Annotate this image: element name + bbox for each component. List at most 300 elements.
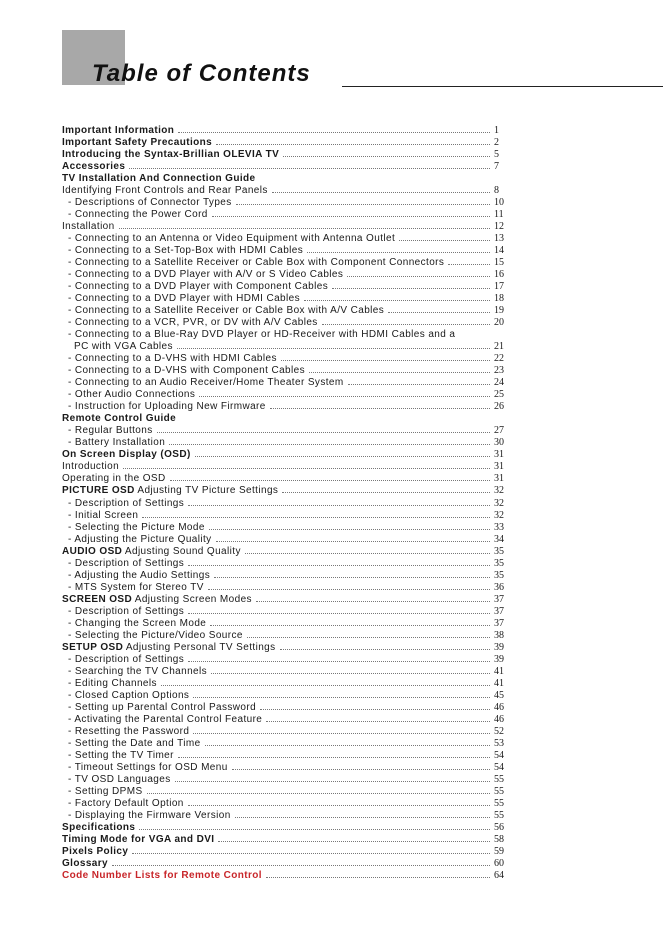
toc-entry-title [62, 498, 184, 509]
toc-entry-title [62, 209, 208, 220]
toc-entry [62, 448, 512, 460]
toc-entry [62, 557, 512, 569]
toc-entry-label: - MTS System for Stereo TV [68, 581, 204, 593]
toc-entry [62, 533, 512, 545]
page-number: 5 [494, 149, 499, 161]
page-number: 64 [494, 869, 504, 881]
page-number: 59 [494, 845, 504, 857]
toc-entry-title [62, 125, 174, 136]
toc-entry-title [62, 822, 135, 833]
toc-entry [62, 472, 512, 484]
toc-entry-label: Identifying Front Controls and Rear Panels [62, 185, 268, 197]
page-number: 7 [494, 161, 499, 173]
toc-entry-title [62, 365, 305, 376]
toc-entry-title [62, 594, 252, 605]
toc-entry-label: - Editing Channels [68, 677, 157, 689]
toc-entry-title [62, 798, 184, 809]
toc-entry-label: Operating in the OSD [62, 473, 166, 485]
toc-entry [62, 689, 512, 701]
page-number: 37 [494, 605, 504, 617]
page-number: 26 [494, 401, 504, 413]
toc-entry-title [62, 437, 165, 448]
toc-entry-label: - Connecting to a Set-Top-Box with HDMI Cables [68, 245, 304, 257]
toc-entry [62, 617, 512, 629]
toc-entry-title [62, 714, 262, 725]
page-number: 45 [494, 689, 504, 701]
page-number: 27 [494, 425, 504, 437]
dot-leader [272, 192, 490, 193]
toc-entry-title [62, 726, 189, 737]
dot-leader [188, 613, 490, 614]
page-number: 22 [494, 353, 504, 365]
toc-entry [62, 665, 512, 677]
dot-leader [132, 853, 490, 854]
dot-leader [169, 444, 490, 445]
toc-entry-label: Installation [62, 221, 115, 233]
page-number: 55 [494, 809, 504, 821]
toc-entry-title [62, 858, 108, 869]
dot-leader [216, 541, 490, 542]
dot-leader [119, 228, 490, 229]
dot-leader [170, 480, 490, 481]
dot-leader [211, 673, 490, 674]
toc-entry-title [62, 353, 277, 364]
toc-entry [62, 593, 512, 605]
toc-entry [62, 316, 512, 328]
page-number: 41 [494, 665, 504, 677]
page-number: 41 [494, 677, 504, 689]
toc-entry-label: Remote Control Guide [62, 413, 177, 425]
toc-entry [62, 713, 512, 725]
page-number: 18 [494, 293, 504, 305]
toc-entry [62, 677, 512, 689]
toc-entry [62, 737, 512, 749]
dot-leader [245, 553, 490, 554]
toc-entry-label: - Other Audio Connections [68, 389, 196, 401]
dot-leader [212, 216, 490, 217]
toc-entry-label: - Connecting to a D-VHS with HDMI Cables [68, 353, 277, 365]
toc-entry-label: - Description of Settings [68, 557, 185, 569]
page-number: 32 [494, 509, 504, 521]
toc-entry-title [62, 149, 279, 160]
toc-entry-label: - Setting the TV Timer [68, 749, 174, 761]
toc-entry [62, 749, 512, 761]
toc-entry-label: - Displaying the Firmware Version [68, 809, 231, 821]
toc-entry [62, 833, 512, 845]
toc-entry-title [62, 642, 276, 653]
toc-entry-label: - Resetting the Password [68, 725, 190, 737]
toc-entry-title [62, 678, 157, 689]
toc-entry-title [62, 305, 384, 316]
page-number: 13 [494, 233, 504, 245]
toc-entry-title [62, 197, 232, 208]
toc-entry [62, 797, 512, 809]
toc-entry-label: - Closed Caption Options [68, 689, 190, 701]
toc-entry-title [62, 377, 344, 388]
dot-leader [209, 529, 490, 530]
dot-leader [280, 649, 490, 650]
toc-entry [62, 785, 512, 797]
toc-entry [62, 340, 512, 352]
toc-entry [62, 869, 512, 881]
dot-leader [161, 685, 490, 686]
toc-entry-label: - Connecting to a DVD Player with Component Cables [68, 281, 329, 293]
toc-entry-title [62, 774, 171, 785]
toc-entry-title [62, 546, 241, 557]
dot-leader [123, 468, 490, 469]
toc-entry [62, 208, 512, 220]
toc-entry-label: TV Installation And Connection Guide [62, 173, 256, 185]
toc-entry-title [62, 137, 212, 148]
toc-entry [62, 821, 512, 833]
dot-leader [205, 745, 490, 746]
toc-entry-title [62, 618, 206, 629]
dot-leader [193, 733, 490, 734]
toc-entry-title [62, 702, 256, 713]
toc-entry-title [62, 654, 184, 665]
dot-leader [232, 769, 490, 770]
toc-entry-title [62, 317, 318, 328]
toc-entry-title [62, 221, 115, 232]
page-number: 37 [494, 617, 504, 629]
toc-entry-label: - Initial Screen [68, 509, 139, 521]
page-number: 55 [494, 785, 504, 797]
dot-leader [307, 252, 490, 253]
toc-entry [62, 268, 512, 280]
dot-leader [283, 156, 490, 157]
page-number: 39 [494, 641, 504, 653]
toc-entry-title [62, 606, 184, 617]
toc-entry-label: - Connecting to a DVD Player with A/V or S Video Cables [68, 269, 344, 281]
toc-entry-title [62, 245, 303, 256]
toc-entry-title [62, 870, 262, 881]
page-number: 1 [494, 125, 499, 137]
toc-entry-label: - Connecting to a Blue-Ray DVD Player or HD-Receiver with HDMI Cables and a [68, 329, 456, 341]
page-number: 33 [494, 521, 504, 533]
toc-entry-label: - Searching the TV Channels [68, 665, 208, 677]
toc-entry-label: - Connecting to a DVD Player with HDMI Cables [68, 293, 300, 305]
page-number: 32 [494, 497, 504, 509]
toc-entry-label: - Connecting to an Audio Receiver/Home Theater System [68, 377, 344, 389]
toc-entry [62, 725, 512, 737]
toc-entry [62, 653, 512, 665]
toc-entry [62, 521, 512, 533]
toc-entry [62, 761, 512, 773]
toc-entry-label: SCREEN OSD [62, 593, 133, 605]
dot-leader [175, 781, 490, 782]
toc-entry-title [62, 389, 195, 400]
toc-entry-title [62, 185, 268, 196]
toc-entry [62, 148, 512, 160]
dot-leader [332, 288, 490, 289]
toc-entry [62, 256, 512, 268]
dot-leader [266, 877, 490, 878]
dot-leader [178, 757, 490, 758]
toc-entry [62, 629, 512, 641]
page-number: 24 [494, 377, 504, 389]
dot-leader [399, 240, 490, 241]
toc-entry-label: - Instruction for Uploading New Firmware [68, 401, 266, 413]
dot-leader [195, 456, 490, 457]
toc-entry-subtitle: Adjusting Screen Modes [132, 593, 252, 605]
toc-entry-title [62, 293, 300, 304]
page-number: 46 [494, 713, 504, 725]
dot-leader [112, 865, 490, 866]
toc-entry [62, 160, 512, 172]
toc-entry-title [62, 750, 174, 761]
page-number: 54 [494, 749, 504, 761]
toc-entry [62, 857, 512, 869]
toc-entry-title [62, 834, 214, 845]
toc-entry-title [62, 510, 138, 521]
toc-entry-subtitle: Adjusting Personal TV Settings [123, 641, 276, 653]
toc-entry [62, 436, 512, 448]
toc-entry [62, 509, 512, 521]
page-number: 53 [494, 737, 504, 749]
toc-entry [62, 304, 512, 316]
toc-entry [62, 232, 512, 244]
toc-entry-title [62, 522, 205, 533]
dot-leader [177, 348, 490, 349]
toc-entry-title [62, 449, 191, 460]
toc-entry-label: - Description of Settings [68, 605, 185, 617]
page-number: 38 [494, 629, 504, 641]
toc-entry-label: - Activating the Parental Control Feature [68, 713, 263, 725]
dot-leader [142, 517, 490, 518]
toc-entry [62, 400, 512, 412]
dot-leader [188, 805, 490, 806]
dot-leader [178, 132, 490, 133]
toc-entry-title [62, 570, 210, 581]
toc-entry [62, 581, 512, 593]
dot-leader [188, 505, 490, 506]
toc-entry [62, 124, 512, 136]
dot-leader [348, 384, 490, 385]
toc-entry [62, 172, 512, 184]
toc-entry-label: Introduction [62, 461, 120, 473]
toc-entry [62, 701, 512, 713]
toc-entry-label: - Selecting the Picture Mode [68, 521, 205, 533]
dot-leader [188, 565, 490, 566]
dot-leader [256, 601, 490, 602]
page-number: 10 [494, 197, 504, 209]
toc-entry-title [62, 257, 444, 268]
toc-entry-label: - Connecting the Power Cord [68, 209, 208, 221]
dot-leader [208, 589, 490, 590]
dot-leader [448, 264, 490, 265]
page-number: 32 [494, 485, 504, 497]
toc-entry-label: - Setting the Date and Time [68, 737, 201, 749]
toc-entry [62, 424, 512, 436]
toc-entry-title [62, 690, 189, 701]
toc-entry-title [62, 329, 455, 340]
toc-entry-label: Accessories [62, 161, 126, 173]
toc-entry-label: Important Safety Precautions [62, 137, 213, 149]
toc-entry-subtitle: Adjusting TV Picture Settings [134, 485, 279, 497]
page-number: 20 [494, 317, 504, 329]
toc-entry-label: Code Number Lists for Remote Control [62, 869, 262, 881]
toc-entry-label: - Adjusting the Picture Quality [68, 533, 212, 545]
toc-entry-label: - Connecting to an Antenna or Video Equipment with Antenna Outlet [68, 233, 396, 245]
title-underline [342, 86, 663, 87]
toc-entry [62, 809, 512, 821]
dot-leader [139, 829, 490, 830]
toc-entry-label: - Regular Buttons [68, 425, 153, 437]
toc-entry-title [62, 558, 184, 569]
toc-entry [62, 376, 512, 388]
page-number: 25 [494, 389, 504, 401]
toc-entry-label: Important Information [62, 125, 175, 137]
toc-entry [62, 352, 512, 364]
toc-entry-label: SETUP OSD [62, 641, 124, 653]
page-number: 16 [494, 269, 504, 281]
page-number: 35 [494, 545, 504, 557]
dot-leader [147, 793, 490, 794]
toc-entry-label: - Selecting the Picture/Video Source [68, 629, 243, 641]
page-number: 11 [494, 209, 504, 221]
toc-entry-label: - Setting up Parental Control Password [68, 701, 257, 713]
page-number: 2 [494, 137, 499, 149]
dot-leader [270, 408, 490, 409]
toc-entry-label: - Battery Installation [68, 437, 166, 449]
toc-entry [62, 641, 512, 653]
toc-entry [62, 605, 512, 617]
page-number: 35 [494, 557, 504, 569]
toc-entry-label: - Adjusting the Audio Settings [68, 569, 211, 581]
toc-entry-label: - Description of Settings [68, 653, 185, 665]
toc-entry [62, 496, 512, 508]
page-number: 55 [494, 773, 504, 785]
toc-entry-title [62, 269, 343, 280]
toc-entry-title [62, 666, 207, 677]
page-number: 31 [494, 473, 504, 485]
page-number: 37 [494, 593, 504, 605]
dot-leader [199, 396, 490, 397]
toc-entry-title [62, 582, 204, 593]
toc-entry-label: - TV OSD Languages [68, 773, 171, 785]
toc-entry-title [62, 161, 125, 172]
page-number: 52 [494, 725, 504, 737]
table-of-contents [62, 124, 512, 881]
toc-entry [62, 484, 512, 496]
toc-entry [62, 196, 512, 208]
toc-entry-title [62, 281, 328, 292]
toc-entry [62, 845, 512, 857]
page-number: 12 [494, 221, 504, 233]
toc-entry [62, 244, 512, 256]
toc-entry [62, 412, 512, 424]
dot-leader [388, 312, 490, 313]
toc-entry-title [62, 401, 266, 412]
toc-entry-title [62, 173, 255, 184]
toc-entry [62, 328, 512, 340]
toc-entry-title [62, 425, 153, 436]
toc-entry-label: - Connecting to a Satellite Receiver or Cable Box with A/V Cables [68, 305, 385, 317]
dot-leader [188, 661, 490, 662]
toc-entry-title [62, 786, 143, 797]
page-number: 58 [494, 833, 504, 845]
toc-entry [62, 280, 512, 292]
dot-leader [266, 721, 490, 722]
toc-entry-label: - Descriptions of Connector Types [68, 197, 232, 209]
toc-entry [62, 292, 512, 304]
page-number: 35 [494, 569, 504, 581]
toc-entry [62, 364, 512, 376]
dot-leader [282, 492, 490, 493]
page-title: Table of Contents [92, 60, 311, 87]
toc-entry [62, 569, 512, 581]
toc-entry-title [62, 233, 395, 244]
toc-entry [62, 773, 512, 785]
toc-entry-title [62, 485, 278, 496]
page-number: 19 [494, 305, 504, 317]
toc-entry-label: - Connecting to a VCR, PVR, or DV with A/V Cables [68, 317, 318, 329]
dot-leader [236, 204, 490, 205]
toc-entry-label: Specifications [62, 821, 136, 833]
toc-entry-label: PC with VGA Cables [74, 341, 173, 353]
dot-leader [235, 817, 490, 818]
toc-entry-label: - Timeout Settings for OSD Menu [68, 761, 228, 773]
page-number: 60 [494, 857, 504, 869]
page-number: 36 [494, 581, 504, 593]
page-number: 31 [494, 461, 504, 473]
dot-leader [214, 577, 490, 578]
toc-entry-title [62, 473, 166, 484]
toc-entry-label: - Description of Settings [68, 497, 185, 509]
dot-leader [157, 432, 490, 433]
toc-entry-subtitle: Adjusting Sound Quality [122, 545, 241, 557]
page-number: 21 [494, 341, 504, 353]
toc-entry-label: Introducing the Syntax-Brillian OLEVIA TV [62, 149, 280, 161]
page-number: 8 [494, 185, 499, 197]
dot-leader [210, 625, 490, 626]
dot-leader [218, 841, 490, 842]
page-number: 39 [494, 653, 504, 665]
toc-entry-label: AUDIO OSD [62, 545, 123, 557]
dot-leader [216, 144, 490, 145]
page-number: 54 [494, 761, 504, 773]
toc-entry-title [62, 846, 128, 857]
toc-entry-label: - Factory Default Option [68, 797, 184, 809]
page-number: 46 [494, 701, 504, 713]
toc-entry-label: Pixels Policy [62, 845, 129, 857]
dot-leader [247, 637, 490, 638]
page-number: 23 [494, 365, 504, 377]
page-number: 34 [494, 533, 504, 545]
toc-entry-label: On Screen Display (OSD) [62, 449, 191, 461]
toc-entry [62, 136, 512, 148]
toc-entry-title [62, 413, 176, 424]
page-number: 15 [494, 257, 504, 269]
toc-entry-label: PICTURE OSD [62, 485, 135, 497]
toc-entry-label: - Setting DPMS [68, 785, 143, 797]
dot-leader [281, 360, 490, 361]
toc-entry-label: - Changing the Screen Mode [68, 617, 207, 629]
toc-entry-title [62, 630, 243, 641]
toc-entry [62, 388, 512, 400]
toc-entry-label: - Connecting to a Satellite Receiver or Cable Box with Component Connectors [68, 257, 445, 269]
page-number: 14 [494, 245, 504, 257]
dot-leader [347, 276, 490, 277]
dot-leader [260, 709, 490, 710]
dot-leader [129, 168, 490, 169]
page-number: 30 [494, 437, 504, 449]
toc-entry-title [62, 810, 231, 821]
dot-leader [193, 697, 490, 698]
toc-entry-title [62, 534, 212, 545]
page-number: 31 [494, 449, 504, 461]
toc-entry-label: - Connecting to a D-VHS with Component Cables [68, 365, 305, 377]
